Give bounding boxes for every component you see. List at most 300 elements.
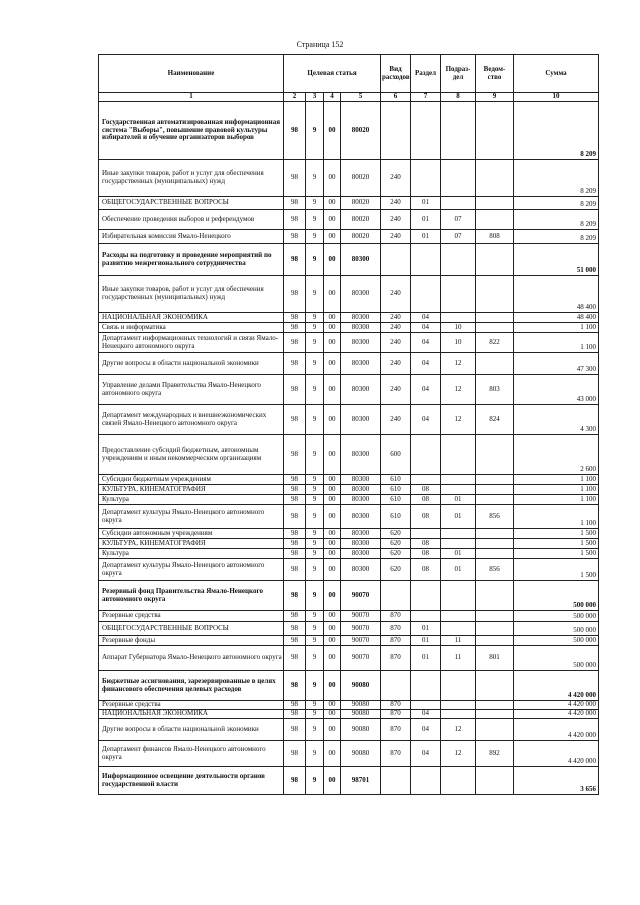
row-name: ОБЩЕГОСУДАРСТВЕННЫЕ ВОПРОСЫ — [99, 622, 284, 636]
subsection-code: 12 — [441, 353, 476, 375]
expense-type-code: 870 — [381, 646, 411, 671]
amount-cell: 8 209 — [514, 102, 599, 160]
column-number: 5 — [341, 93, 381, 102]
table-row — [99, 636, 599, 646]
expense-type-code: 240 — [381, 375, 411, 405]
department-code — [476, 244, 514, 276]
subsection-code: 12 — [441, 375, 476, 405]
subsection-code: 01 — [441, 549, 476, 559]
table-row — [99, 353, 599, 375]
amount-cell: 43 000 — [514, 375, 599, 405]
row-name: НАЦИОНАЛЬНАЯ ЭКОНОМИКА — [99, 313, 284, 323]
program-code: 98 — [284, 405, 306, 435]
department-code: 856 — [476, 559, 514, 581]
section-code: 04 — [411, 405, 441, 435]
program-code: 98 — [284, 210, 306, 230]
program-code: 98 — [284, 485, 306, 495]
row-name: Другие вопросы в области национальной экономики — [99, 719, 284, 741]
program-code: 98 — [284, 435, 306, 475]
direction-code: 90070 — [341, 611, 381, 622]
amount-cell: 4 420 000 — [514, 710, 599, 719]
row-name: Информационное освещение деятельности органов государственной власти — [99, 767, 284, 795]
table-row — [99, 485, 599, 495]
department-code: 892 — [476, 741, 514, 767]
row-name: Резервный фонд Правительства Ямало-Ненецкого автономного округа — [99, 581, 284, 611]
amount-cell: 1 100 — [514, 485, 599, 495]
subsection-code — [441, 276, 476, 313]
program-code: 98 — [284, 622, 306, 636]
section-code: 08 — [411, 539, 441, 549]
subprogram-code: 9 — [306, 102, 324, 160]
expense-type-code: 870 — [381, 611, 411, 622]
table-row — [99, 549, 599, 559]
budget-table-container — [98, 54, 598, 795]
column-number: 7 — [411, 93, 441, 102]
expense-type-code: 610 — [381, 485, 411, 495]
expense-type-code: 620 — [381, 539, 411, 549]
subsection-code: 10 — [441, 323, 476, 333]
table-row — [99, 197, 599, 210]
program-code: 98 — [284, 549, 306, 559]
amount-cell: 48 400 — [514, 313, 599, 323]
amount-cell: 47 300 — [514, 353, 599, 375]
amount-cell: 4 420 000 — [514, 701, 599, 710]
expense-type-code: 870 — [381, 710, 411, 719]
column-number: 6 — [381, 93, 411, 102]
section-code: 08 — [411, 559, 441, 581]
subsection-code — [441, 710, 476, 719]
table-row — [99, 276, 599, 313]
subprogram-code: 9 — [306, 375, 324, 405]
department-code: 824 — [476, 405, 514, 435]
row-name: Департамент информационных технологий и связи Ямало-Ненецкого автономного округа — [99, 333, 284, 353]
row-name: Субсидии автономным учреждениям — [99, 529, 284, 539]
table-row — [99, 405, 599, 435]
section-code — [411, 160, 441, 197]
main-event-code: 00 — [324, 636, 341, 646]
department-code: 803 — [476, 375, 514, 405]
direction-code: 80300 — [341, 333, 381, 353]
expense-type-code: 870 — [381, 701, 411, 710]
section-code: 01 — [411, 230, 441, 244]
main-event-code: 00 — [324, 741, 341, 767]
section-code — [411, 244, 441, 276]
expense-type-code: 870 — [381, 622, 411, 636]
subsection-code — [441, 160, 476, 197]
subsection-code — [441, 102, 476, 160]
direction-code: 80300 — [341, 313, 381, 323]
section-code — [411, 435, 441, 475]
section-code: 04 — [411, 333, 441, 353]
expense-type-code: 240 — [381, 405, 411, 435]
main-event-code: 00 — [324, 719, 341, 741]
row-name: Резервные средства — [99, 701, 284, 710]
main-event-code: 00 — [324, 671, 341, 701]
subprogram-code: 9 — [306, 353, 324, 375]
table-row — [99, 475, 599, 485]
direction-code: 80300 — [341, 323, 381, 333]
row-name: Управление делами Правительства Ямало-Ненецкого автономного округа — [99, 375, 284, 405]
table-row — [99, 741, 599, 767]
main-event-code: 00 — [324, 210, 341, 230]
direction-code: 90070 — [341, 636, 381, 646]
amount-cell: 1 500 — [514, 539, 599, 549]
section-code: 01 — [411, 210, 441, 230]
subsection-code: 12 — [441, 405, 476, 435]
expense-type-code: 600 — [381, 435, 411, 475]
department-code: 856 — [476, 505, 514, 529]
expense-type-code: 870 — [381, 636, 411, 646]
main-event-code: 00 — [324, 701, 341, 710]
direction-code: 90080 — [341, 701, 381, 710]
program-code: 98 — [284, 539, 306, 549]
amount-cell: 8 209 — [514, 160, 599, 197]
header-name: Наименование — [99, 55, 284, 93]
subprogram-code: 9 — [306, 323, 324, 333]
main-event-code: 00 — [324, 549, 341, 559]
program-code: 98 — [284, 475, 306, 485]
expense-type-code: 870 — [381, 719, 411, 741]
program-code: 98 — [284, 710, 306, 719]
subsection-code — [441, 244, 476, 276]
program-code: 98 — [284, 276, 306, 313]
program-code: 98 — [284, 375, 306, 405]
subsection-code: 07 — [441, 230, 476, 244]
main-event-code: 00 — [324, 485, 341, 495]
subprogram-code: 9 — [306, 495, 324, 505]
department-code: 801 — [476, 646, 514, 671]
subprogram-code: 9 — [306, 485, 324, 495]
subsection-code — [441, 475, 476, 485]
program-code: 98 — [284, 230, 306, 244]
section-code: 01 — [411, 646, 441, 671]
expense-type-code: 240 — [381, 313, 411, 323]
direction-code: 80300 — [341, 353, 381, 375]
section-code: 04 — [411, 710, 441, 719]
department-code — [476, 485, 514, 495]
section-code: 04 — [411, 375, 441, 405]
amount-cell: 1 500 — [514, 549, 599, 559]
department-code — [476, 611, 514, 622]
department-code — [476, 475, 514, 485]
expense-type-code: 610 — [381, 505, 411, 529]
table-body — [99, 102, 599, 795]
expense-type-code: 240 — [381, 276, 411, 313]
subsection-code — [441, 622, 476, 636]
department-code — [476, 549, 514, 559]
section-code: 01 — [411, 622, 441, 636]
department-code — [476, 102, 514, 160]
main-event-code: 00 — [324, 353, 341, 375]
program-code: 98 — [284, 741, 306, 767]
row-name: Департамент культуры Ямало-Ненецкого автономного округа — [99, 559, 284, 581]
row-name: Бюджетные ассигнования, зарезервированные в целях финансового обеспечения целевых расходов — [99, 671, 284, 701]
department-code: 822 — [476, 333, 514, 353]
section-code — [411, 671, 441, 701]
main-event-code: 00 — [324, 375, 341, 405]
program-code: 98 — [284, 611, 306, 622]
row-name: Культура — [99, 549, 284, 559]
section-code: 04 — [411, 741, 441, 767]
direction-code: 90080 — [341, 671, 381, 701]
row-name: ОБЩЕГОСУДАРСТВЕННЫЕ ВОПРОСЫ — [99, 197, 284, 210]
expense-type-code: 870 — [381, 741, 411, 767]
amount-cell: 4 420 000 — [514, 719, 599, 741]
expense-type-code: 240 — [381, 160, 411, 197]
row-name: Резервные фонды — [99, 636, 284, 646]
direction-code: 80300 — [341, 276, 381, 313]
table-row — [99, 767, 599, 795]
main-event-code: 00 — [324, 710, 341, 719]
column-number: 1 — [99, 93, 284, 102]
table-row — [99, 559, 599, 581]
program-code: 98 — [284, 102, 306, 160]
table-row — [99, 375, 599, 405]
program-code: 98 — [284, 353, 306, 375]
row-name: Государственная автоматизированная информационная система "Выборы", повышение правовой культуры избирателей и обучение организаторов выборов — [99, 102, 284, 160]
row-name: Избирательная комиссия Ямало-Ненецкого — [99, 230, 284, 244]
expense-type-code — [381, 244, 411, 276]
expense-type-code: 620 — [381, 559, 411, 581]
main-event-code: 00 — [324, 323, 341, 333]
department-code — [476, 160, 514, 197]
table-row — [99, 671, 599, 701]
section-code: 04 — [411, 323, 441, 333]
program-code: 98 — [284, 160, 306, 197]
table-row — [99, 539, 599, 549]
subsection-code: 01 — [441, 559, 476, 581]
table-row — [99, 529, 599, 539]
table-row — [99, 313, 599, 323]
amount-cell: 8 209 — [514, 197, 599, 210]
row-name: Связь и информатика — [99, 323, 284, 333]
main-event-code: 00 — [324, 539, 341, 549]
subsection-code — [441, 611, 476, 622]
row-name: Аппарат Губернатора Ямало-Ненецкого автономного округа — [99, 646, 284, 671]
section-code: 01 — [411, 197, 441, 210]
subprogram-code: 9 — [306, 710, 324, 719]
section-code — [411, 529, 441, 539]
expense-type-code: 240 — [381, 197, 411, 210]
program-code: 98 — [284, 313, 306, 323]
department-code — [476, 313, 514, 323]
main-event-code: 00 — [324, 276, 341, 313]
subprogram-code: 9 — [306, 475, 324, 485]
budget-table — [98, 54, 599, 795]
subprogram-code: 9 — [306, 611, 324, 622]
subsection-code: 11 — [441, 636, 476, 646]
direction-code: 80300 — [341, 529, 381, 539]
row-name: Департамент культуры Ямало-Ненецкого автономного округа — [99, 505, 284, 529]
expense-type-code: 240 — [381, 230, 411, 244]
column-number: 8 — [441, 93, 476, 102]
row-name: Департамент финансов Ямало-Ненецкого автономного округа — [99, 741, 284, 767]
column-number: 2 — [284, 93, 306, 102]
direction-code: 80300 — [341, 495, 381, 505]
subsection-code — [441, 581, 476, 611]
direction-code: 80300 — [341, 244, 381, 276]
amount-cell: 500 000 — [514, 622, 599, 636]
subprogram-code: 9 — [306, 636, 324, 646]
row-name: КУЛЬТУРА, КИНЕМАТОГРАФИЯ — [99, 539, 284, 549]
section-code: 08 — [411, 495, 441, 505]
main-event-code: 00 — [324, 197, 341, 210]
section-code: 04 — [411, 353, 441, 375]
section-code: 08 — [411, 549, 441, 559]
expense-type-code: 240 — [381, 333, 411, 353]
section-code — [411, 102, 441, 160]
subsection-code — [441, 701, 476, 710]
main-event-code: 00 — [324, 767, 341, 795]
amount-cell: 500 000 — [514, 646, 599, 671]
amount-cell: 1 500 — [514, 529, 599, 539]
amount-cell: 3 656 — [514, 767, 599, 795]
section-code: 01 — [411, 636, 441, 646]
department-code — [476, 276, 514, 313]
subprogram-code: 9 — [306, 559, 324, 581]
table-row — [99, 210, 599, 230]
expense-type-code: 240 — [381, 353, 411, 375]
subsection-code — [441, 529, 476, 539]
program-code: 98 — [284, 529, 306, 539]
main-event-code: 00 — [324, 581, 341, 611]
amount-cell: 1 100 — [514, 323, 599, 333]
subprogram-code: 9 — [306, 505, 324, 529]
direction-code: 90080 — [341, 719, 381, 741]
main-event-code: 00 — [324, 333, 341, 353]
main-event-code: 00 — [324, 435, 341, 475]
direction-code: 80300 — [341, 505, 381, 529]
department-code — [476, 210, 514, 230]
expense-type-code — [381, 102, 411, 160]
row-name: НАЦИОНАЛЬНАЯ ЭКОНОМИКА — [99, 710, 284, 719]
subprogram-code: 9 — [306, 701, 324, 710]
subsection-code: 11 — [441, 646, 476, 671]
subprogram-code: 9 — [306, 539, 324, 549]
program-code: 98 — [284, 636, 306, 646]
program-code: 98 — [284, 646, 306, 671]
amount-cell: 1 100 — [514, 475, 599, 485]
main-event-code: 00 — [324, 622, 341, 636]
department-code — [476, 495, 514, 505]
main-event-code: 00 — [324, 505, 341, 529]
header-section: Раздел — [411, 55, 441, 93]
subprogram-code: 9 — [306, 405, 324, 435]
direction-code: 90080 — [341, 741, 381, 767]
direction-code: 80020 — [341, 210, 381, 230]
subprogram-code: 9 — [306, 244, 324, 276]
table-header — [99, 55, 599, 102]
table-row — [99, 581, 599, 611]
program-code: 98 — [284, 581, 306, 611]
program-code: 98 — [284, 701, 306, 710]
expense-type-code — [381, 671, 411, 701]
row-name: Предоставление субсидий бюджетным, автономным учреждениям и иным некоммерческим организациям — [99, 435, 284, 475]
expense-type-code: 240 — [381, 210, 411, 230]
expense-type-code: 620 — [381, 549, 411, 559]
department-code — [476, 622, 514, 636]
row-name: Обеспечение проведения выборов и референдумов — [99, 210, 284, 230]
subprogram-code: 9 — [306, 160, 324, 197]
direction-code: 80300 — [341, 485, 381, 495]
program-code: 98 — [284, 505, 306, 529]
table-row — [99, 244, 599, 276]
direction-code: 80020 — [341, 230, 381, 244]
subsection-code: 01 — [441, 495, 476, 505]
subprogram-code: 9 — [306, 276, 324, 313]
section-code — [411, 611, 441, 622]
amount-cell: 500 000 — [514, 581, 599, 611]
section-code — [411, 767, 441, 795]
section-code: 08 — [411, 485, 441, 495]
subsection-code — [441, 435, 476, 475]
table-row — [99, 719, 599, 741]
table-row — [99, 333, 599, 353]
department-code — [476, 581, 514, 611]
direction-code: 80300 — [341, 559, 381, 581]
header-department: Ведом-ство — [476, 55, 514, 93]
main-event-code: 00 — [324, 405, 341, 435]
direction-code: 80020 — [341, 197, 381, 210]
direction-code: 80020 — [341, 160, 381, 197]
table-row — [99, 611, 599, 622]
amount-cell: 2 600 — [514, 435, 599, 475]
expense-type-code: 610 — [381, 475, 411, 485]
program-code: 98 — [284, 495, 306, 505]
program-code: 98 — [284, 244, 306, 276]
main-event-code: 00 — [324, 611, 341, 622]
department-code — [476, 767, 514, 795]
table-row — [99, 230, 599, 244]
expense-type-code: 610 — [381, 495, 411, 505]
subsection-code: 07 — [441, 210, 476, 230]
amount-cell: 500 000 — [514, 636, 599, 646]
amount-cell: 48 400 — [514, 276, 599, 313]
row-name: Расходы на подготовку и проведение мероприятий по развитию межрегионального сотрудничества — [99, 244, 284, 276]
department-code — [476, 710, 514, 719]
program-code: 98 — [284, 333, 306, 353]
direction-code: 90070 — [341, 622, 381, 636]
department-code — [476, 323, 514, 333]
direction-code: 90080 — [341, 710, 381, 719]
amount-cell: 1 100 — [514, 495, 599, 505]
section-code: 04 — [411, 719, 441, 741]
section-code — [411, 475, 441, 485]
department-code — [476, 701, 514, 710]
department-code — [476, 529, 514, 539]
expense-type-code: 620 — [381, 529, 411, 539]
direction-code: 80300 — [341, 405, 381, 435]
main-event-code: 00 — [324, 529, 341, 539]
expense-type-code — [381, 767, 411, 795]
main-event-code: 00 — [324, 646, 341, 671]
subsection-code: 10 — [441, 333, 476, 353]
amount-cell: 8 209 — [514, 230, 599, 244]
subprogram-code: 9 — [306, 719, 324, 741]
direction-code: 80300 — [341, 375, 381, 405]
subsection-code — [441, 671, 476, 701]
department-code — [476, 719, 514, 741]
table-row — [99, 646, 599, 671]
row-name: Резервные средства — [99, 611, 284, 622]
subprogram-code: 9 — [306, 197, 324, 210]
column-number: 10 — [514, 93, 599, 102]
direction-code: 80020 — [341, 102, 381, 160]
amount-cell: 4 420 000 — [514, 741, 599, 767]
direction-code: 80300 — [341, 549, 381, 559]
main-event-code: 00 — [324, 475, 341, 485]
department-code — [476, 636, 514, 646]
